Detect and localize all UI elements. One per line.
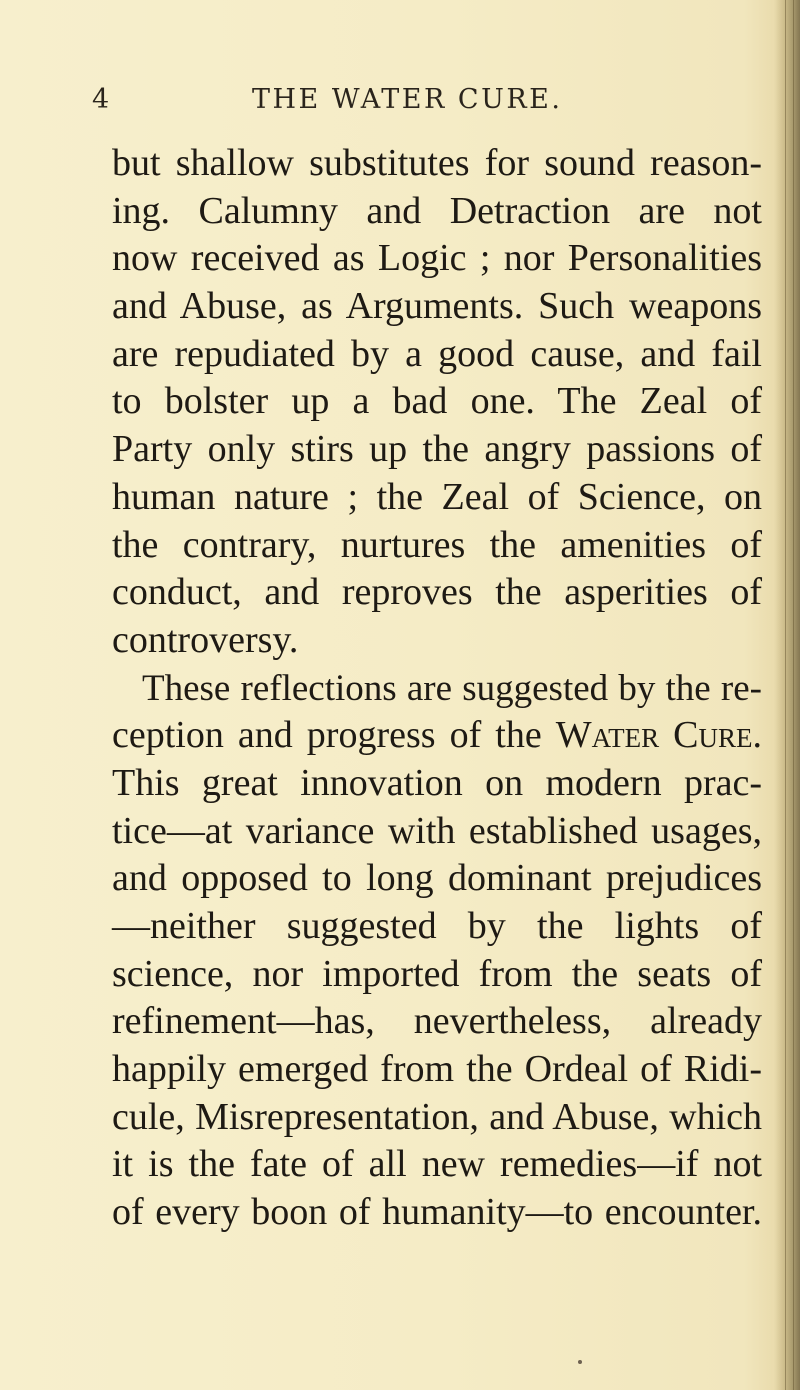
text-line: This great innovation on modern prac- [112, 761, 762, 804]
page-number: 4 [92, 84, 112, 115]
paper-speck [578, 1360, 582, 1364]
text-line: science, nor imported from the seats of [112, 952, 762, 995]
text-line: of every boon of humanity—to encounter. [112, 1191, 762, 1234]
paragraph-first-line: These reflections are suggested by the re- [142, 667, 762, 709]
page-edge-line [785, 0, 786, 1390]
text-line: —neither suggested by the lights of [112, 905, 762, 947]
text-line: refinement—has, nevertheless, already [112, 1000, 762, 1043]
text-line: Party only stirs up the angry passions of [112, 428, 762, 471]
text-line-segment: ception and progress of the [112, 714, 542, 757]
text-line: are repudiated by a good cause, and fail [112, 332, 762, 375]
running-title: THE WATER CURE. [252, 84, 563, 115]
text-line: and Abuse, as Arguments. Such weapons [112, 285, 762, 328]
page-edge-line [793, 0, 794, 1390]
text-line: the contrary, nurtures the amenities of [112, 523, 762, 566]
text-line: it is the fate of all new remedies—if not [112, 1143, 762, 1186]
text-line: cule, Misrepresentation, and Abuse, which [112, 1095, 762, 1138]
text-line: conduct, and reproves the asperities of [112, 571, 762, 614]
running-head [92, 84, 742, 124]
text-line: controversy. [112, 618, 299, 661]
text-line: human nature ; the Zeal of Science, on [112, 475, 762, 518]
text-line: now received as Logic ; nor Personalities [112, 237, 762, 280]
text-line: to bolster up a bad one. The Zeal of [112, 380, 762, 423]
text-line: but shallow substitutes for sound reason- [112, 142, 762, 184]
page-edge-shadow [774, 0, 800, 1390]
text-line: ing. Calumny and Detraction are not [112, 189, 762, 232]
text-line: tice—at variance with established usages, [112, 809, 762, 852]
text-line-with-small-caps [112, 712, 762, 760]
small-caps-title: Water Cure. [555, 714, 763, 757]
text-line: happily emerged from the Ordeal of Ridi- [112, 1048, 762, 1091]
text-line: and opposed to long dominant prejudices [112, 857, 762, 900]
body-text [112, 140, 762, 1237]
